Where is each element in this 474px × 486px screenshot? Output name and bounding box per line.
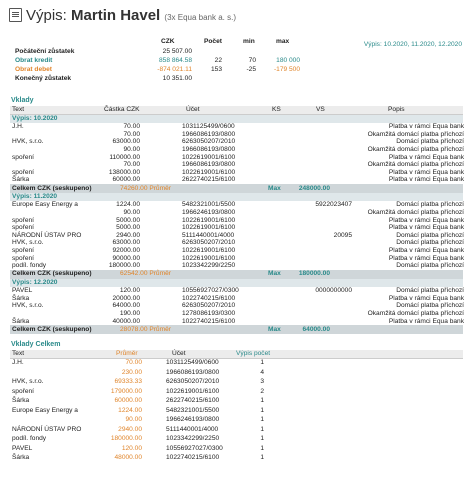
row-account: 1023342299/2250 <box>182 262 236 270</box>
statement-months: Výpis: 10.2020, 11.2020, 12.2020 <box>363 41 462 48</box>
row-description: Domácí platba příchozí <box>396 302 464 310</box>
celkem-row-average: 60000.00 <box>114 397 142 404</box>
celkem-row-average: 120.00 <box>121 444 142 452</box>
summary-start-czk: 25 507.00 <box>162 48 192 55</box>
row-text: spoření <box>12 216 34 224</box>
row-amount: 70.00 <box>123 123 140 131</box>
row-amount: 180000.00 <box>108 262 140 270</box>
celkem-row-average: 90.00 <box>125 416 142 423</box>
account-holder-name: Martin Havel <box>71 7 161 24</box>
celkem-row-count: 1 <box>260 416 264 423</box>
row-text: Europe Easy Energy a <box>12 201 78 209</box>
col-vs: VS <box>316 106 325 113</box>
row-description: Domácí platba příchozí <box>396 201 464 209</box>
row-amount: 40000.00 <box>112 317 140 325</box>
summary-col-count: Počet <box>204 38 222 45</box>
summary-col-min: min <box>243 38 255 45</box>
celkem-row-account: 5482321001/5500 <box>166 406 220 414</box>
celkem-row-average: 1224.00 <box>118 406 142 414</box>
total-label: Celkem CZK (seskupeno) <box>12 184 92 192</box>
celkem-row-count: 4 <box>260 368 264 376</box>
celkem-row-text: podíl. fondy <box>12 435 47 442</box>
summary-label-start: Počáteční zůstatek <box>15 48 75 55</box>
row-vs: 5922023407 <box>315 201 352 209</box>
summary-credit-max: 180 000 <box>276 57 300 64</box>
row-amount: 63000.00 <box>112 239 140 247</box>
summary-label-end: Konečný zůstatek <box>15 75 72 82</box>
row-account: 6263050207/2010 <box>182 138 236 146</box>
row-account: 1022740215/6100 <box>182 294 236 302</box>
row-description: Platba v rámci Equa bank <box>388 247 464 254</box>
col-ks: KS <box>272 106 281 113</box>
row-amount: 90000.00 <box>112 254 140 262</box>
row-description: Okamžitá domácí platba příchozí <box>367 310 464 317</box>
celkem-col-average: Průměr <box>116 350 138 357</box>
row-description: Platba v rámci Equa bank <box>388 176 464 184</box>
row-account: 1022619001/6100 <box>182 216 236 224</box>
summary-end-czk: 10 351.00 <box>162 75 192 82</box>
document-icon <box>9 8 22 22</box>
row-description: Platba v rámci Equa bank <box>388 294 464 302</box>
summary-debit-min: -25 <box>246 66 256 73</box>
row-amount: 2940.00 <box>116 231 140 239</box>
row-account: 1022619001/6100 <box>182 153 236 161</box>
celkem-row-average: 69333.33 <box>114 378 142 385</box>
summary-label-debit: Obrat debet <box>15 66 53 73</box>
summary-debit-count: 153 <box>210 66 222 73</box>
row-description: Platba v rámci Equa bank <box>388 216 464 224</box>
row-amount: 90.00 <box>123 146 140 153</box>
row-account: 1966086193/0800 <box>182 130 236 138</box>
celkem-row-average: 179000.00 <box>110 387 142 395</box>
row-text: podíl. fondy <box>12 262 47 270</box>
row-account: 10556927027/0300 <box>182 287 239 295</box>
celkem-row-text: HVK, s.r.o. <box>12 378 44 385</box>
row-vs: 20095 <box>333 231 352 239</box>
row-account: 6263050207/2010 <box>182 302 236 310</box>
celkem-row-account: 1022740215/6100 <box>166 454 220 461</box>
group-header-band <box>10 115 463 123</box>
row-account: 1966246193/0800 <box>182 209 236 216</box>
row-account: 5111440001/4000 <box>182 231 235 239</box>
celkem-row-account: 1023342299/2250 <box>166 435 220 442</box>
row-text: J.H. <box>12 123 24 131</box>
summary-credit-min: 70 <box>248 57 256 64</box>
row-text: NÁRODNÍ ÚSTAV PRO <box>12 231 82 239</box>
row-amount: 138000.00 <box>108 168 140 176</box>
row-description: Platba v rámci Equa bank <box>388 168 464 176</box>
summary-credit-count: 22 <box>214 57 222 64</box>
total-max-label: Max <box>268 325 281 333</box>
row-account: 2622740215/6100 <box>182 176 236 184</box>
total-max-label: Max <box>268 184 281 192</box>
row-amount: 63000.00 <box>112 138 140 146</box>
row-text: spoření <box>12 168 34 176</box>
row-text: Šárka <box>12 294 30 302</box>
row-account: 1022740215/6100 <box>182 317 236 325</box>
row-description: Platba v rámci Equa bank <box>388 123 464 131</box>
group-header-label: Výpis: 10.2020 <box>12 115 58 122</box>
col-amount: Částka CZK <box>104 106 140 113</box>
row-text: spoření <box>12 247 34 254</box>
row-text: HVK, s.r.o. <box>12 239 44 247</box>
total-average: 28078.00 Průměr <box>120 325 171 333</box>
row-vs: 0000000000 <box>315 287 352 295</box>
group-header-band <box>10 279 463 287</box>
total-label: Celkem CZK (seskupeno) <box>12 325 92 333</box>
celkem-row-count: 2 <box>260 387 264 395</box>
row-amount: 1224.00 <box>116 201 140 209</box>
celkem-row-text: Šárka <box>12 397 30 404</box>
section-title-vklady-celkem: Vklady Celkem <box>11 341 61 348</box>
celkem-row-account: 6263050207/2010 <box>166 378 220 385</box>
celkem-row-count: 1 <box>260 444 264 452</box>
row-amount: 90.00 <box>123 209 140 216</box>
celkem-row-average: 70.00 <box>125 359 142 366</box>
row-description: Okamžitá domácí platba příchozí <box>367 209 464 216</box>
row-text: Šárka <box>12 176 30 184</box>
col-account: Účet <box>186 106 200 113</box>
celkem-row-count: 1 <box>260 397 264 404</box>
summary-col-czk: CZK <box>161 38 175 45</box>
row-description: Okamžitá domácí platba příchozí <box>367 130 464 138</box>
row-amount: 60000.00 <box>112 176 140 184</box>
celkem-col-account: Účet <box>172 350 186 357</box>
row-account: 1966086193/0800 <box>182 146 236 153</box>
celkem-row-account: 10556927027/0300 <box>166 444 223 452</box>
celkem-row-average: 180000.00 <box>110 435 142 442</box>
celkem-row-account: 5111440001/4000 <box>166 425 219 433</box>
celkem-col-text: Text <box>12 350 25 357</box>
title-prefix: Výpis: <box>26 7 67 24</box>
row-text: PAVEL <box>12 287 33 295</box>
celkem-row-account: 1966086193/0800 <box>166 368 220 376</box>
row-text: HVK, s.r.o. <box>12 302 44 310</box>
total-label: Celkem CZK (seskupeno) <box>12 270 92 278</box>
row-amount: 64000.00 <box>112 302 140 310</box>
total-average: 74260.00 Průměr <box>120 184 171 192</box>
celkem-col-count: Výpis počet <box>236 350 271 357</box>
celkem-row-average: 48000.00 <box>114 454 142 461</box>
row-amount: 110000.00 <box>109 153 140 161</box>
row-description: Domácí platba příchozí <box>396 239 464 247</box>
row-description: Domácí platba příchozí <box>396 287 464 295</box>
bank-name: (3x Equa bank a. s.) <box>164 13 236 22</box>
summary-label-credit: Obrat kredit <box>15 57 53 64</box>
row-amount: 5000.00 <box>116 216 140 224</box>
total-max-value: 180000.00 <box>298 270 330 278</box>
summary-credit-czk: 858 864.58 <box>158 57 192 64</box>
row-description: Platba v rámci Equa bank <box>388 317 464 325</box>
row-description: Platba v rámci Equa bank <box>388 254 464 262</box>
row-account: 5482321001/5500 <box>182 201 236 209</box>
row-account: 1031125499/0600 <box>182 123 235 131</box>
row-description: Okamžitá domácí platba příchozí <box>367 161 464 169</box>
celkem-row-text: Šárka <box>12 454 30 461</box>
celkem-row-average: 2940.00 <box>118 425 142 433</box>
group-header-label: Výpis: 11.2020 <box>12 193 58 201</box>
row-text: spoření <box>12 224 34 232</box>
celkem-row-account: 1022619001/6100 <box>166 387 220 395</box>
celkem-row-count: 1 <box>260 406 264 414</box>
celkem-row-account: 1966246193/0800 <box>166 416 220 423</box>
row-text: HVK, s.r.o. <box>12 138 44 146</box>
section-title-vklady: Vklady <box>11 97 34 104</box>
celkem-row-text: PAVEL <box>12 444 33 452</box>
page-title <box>26 7 236 24</box>
celkem-row-text: Europe Easy Energy a <box>12 406 78 414</box>
row-text: spoření <box>12 254 34 262</box>
row-amount: 190.00 <box>119 310 140 317</box>
total-average: 62542.00 Průměr <box>120 270 171 278</box>
row-description: Platba v rámci Equa bank <box>388 224 464 232</box>
celkem-row-text: J.H. <box>12 359 24 366</box>
row-amount: 120.00 <box>119 287 140 295</box>
col-text: Text <box>12 106 25 113</box>
celkem-row-count: 1 <box>260 435 264 442</box>
row-account: 1022619001/6100 <box>182 224 236 232</box>
row-amount: 20000.00 <box>112 294 140 302</box>
celkem-row-count: 3 <box>260 378 264 385</box>
celkem-row-text: spoření <box>12 387 34 395</box>
celkem-row-average: 230.00 <box>121 368 142 376</box>
row-account: 1278086193/0300 <box>182 310 236 317</box>
row-amount: 92000.00 <box>112 247 140 254</box>
row-account: 1022619001/6100 <box>182 247 236 254</box>
row-description: Domácí platba příchozí <box>396 138 464 146</box>
row-account: 1022619001/6100 <box>182 168 236 176</box>
row-description: Platba v rámci Equa bank <box>388 153 464 161</box>
group-header-label: Výpis: 12.2020 <box>12 279 58 286</box>
row-amount: 70.00 <box>123 161 140 169</box>
row-amount: 70.00 <box>123 130 140 138</box>
summary-debit-czk: -874 021.11 <box>157 66 192 73</box>
row-text: spoření <box>12 153 34 161</box>
celkem-row-count: 1 <box>260 425 264 433</box>
summary-debit-max: -179 500 <box>273 66 300 73</box>
row-account: 1966086193/0800 <box>182 161 236 169</box>
row-account: 6263050207/2010 <box>182 239 236 247</box>
celkem-row-text: NÁRODNÍ ÚSTAV PRO <box>12 425 82 433</box>
total-max-value: 248000.00 <box>298 184 330 192</box>
row-description: Domácí platba příchozí <box>396 262 464 270</box>
row-description: Okamžitá domácí platba příchozí <box>367 146 464 153</box>
group-header-band <box>10 193 463 201</box>
celkem-row-count: 1 <box>260 454 264 461</box>
summary-col-max: max <box>276 38 290 45</box>
celkem-row-count: 1 <box>260 359 264 366</box>
celkem-row-account: 2622740215/6100 <box>166 397 220 404</box>
row-description: Domácí platba příchozí <box>396 231 464 239</box>
col-description: Popis <box>388 106 405 113</box>
total-max-label: Max <box>268 270 281 278</box>
row-text: Šárka <box>12 317 30 325</box>
total-max-value: 64000.00 <box>302 325 330 333</box>
row-account: 1022619001/6100 <box>182 254 236 262</box>
row-amount: 5000.00 <box>116 224 140 232</box>
celkem-row-account: 1031125499/0600 <box>166 359 219 366</box>
